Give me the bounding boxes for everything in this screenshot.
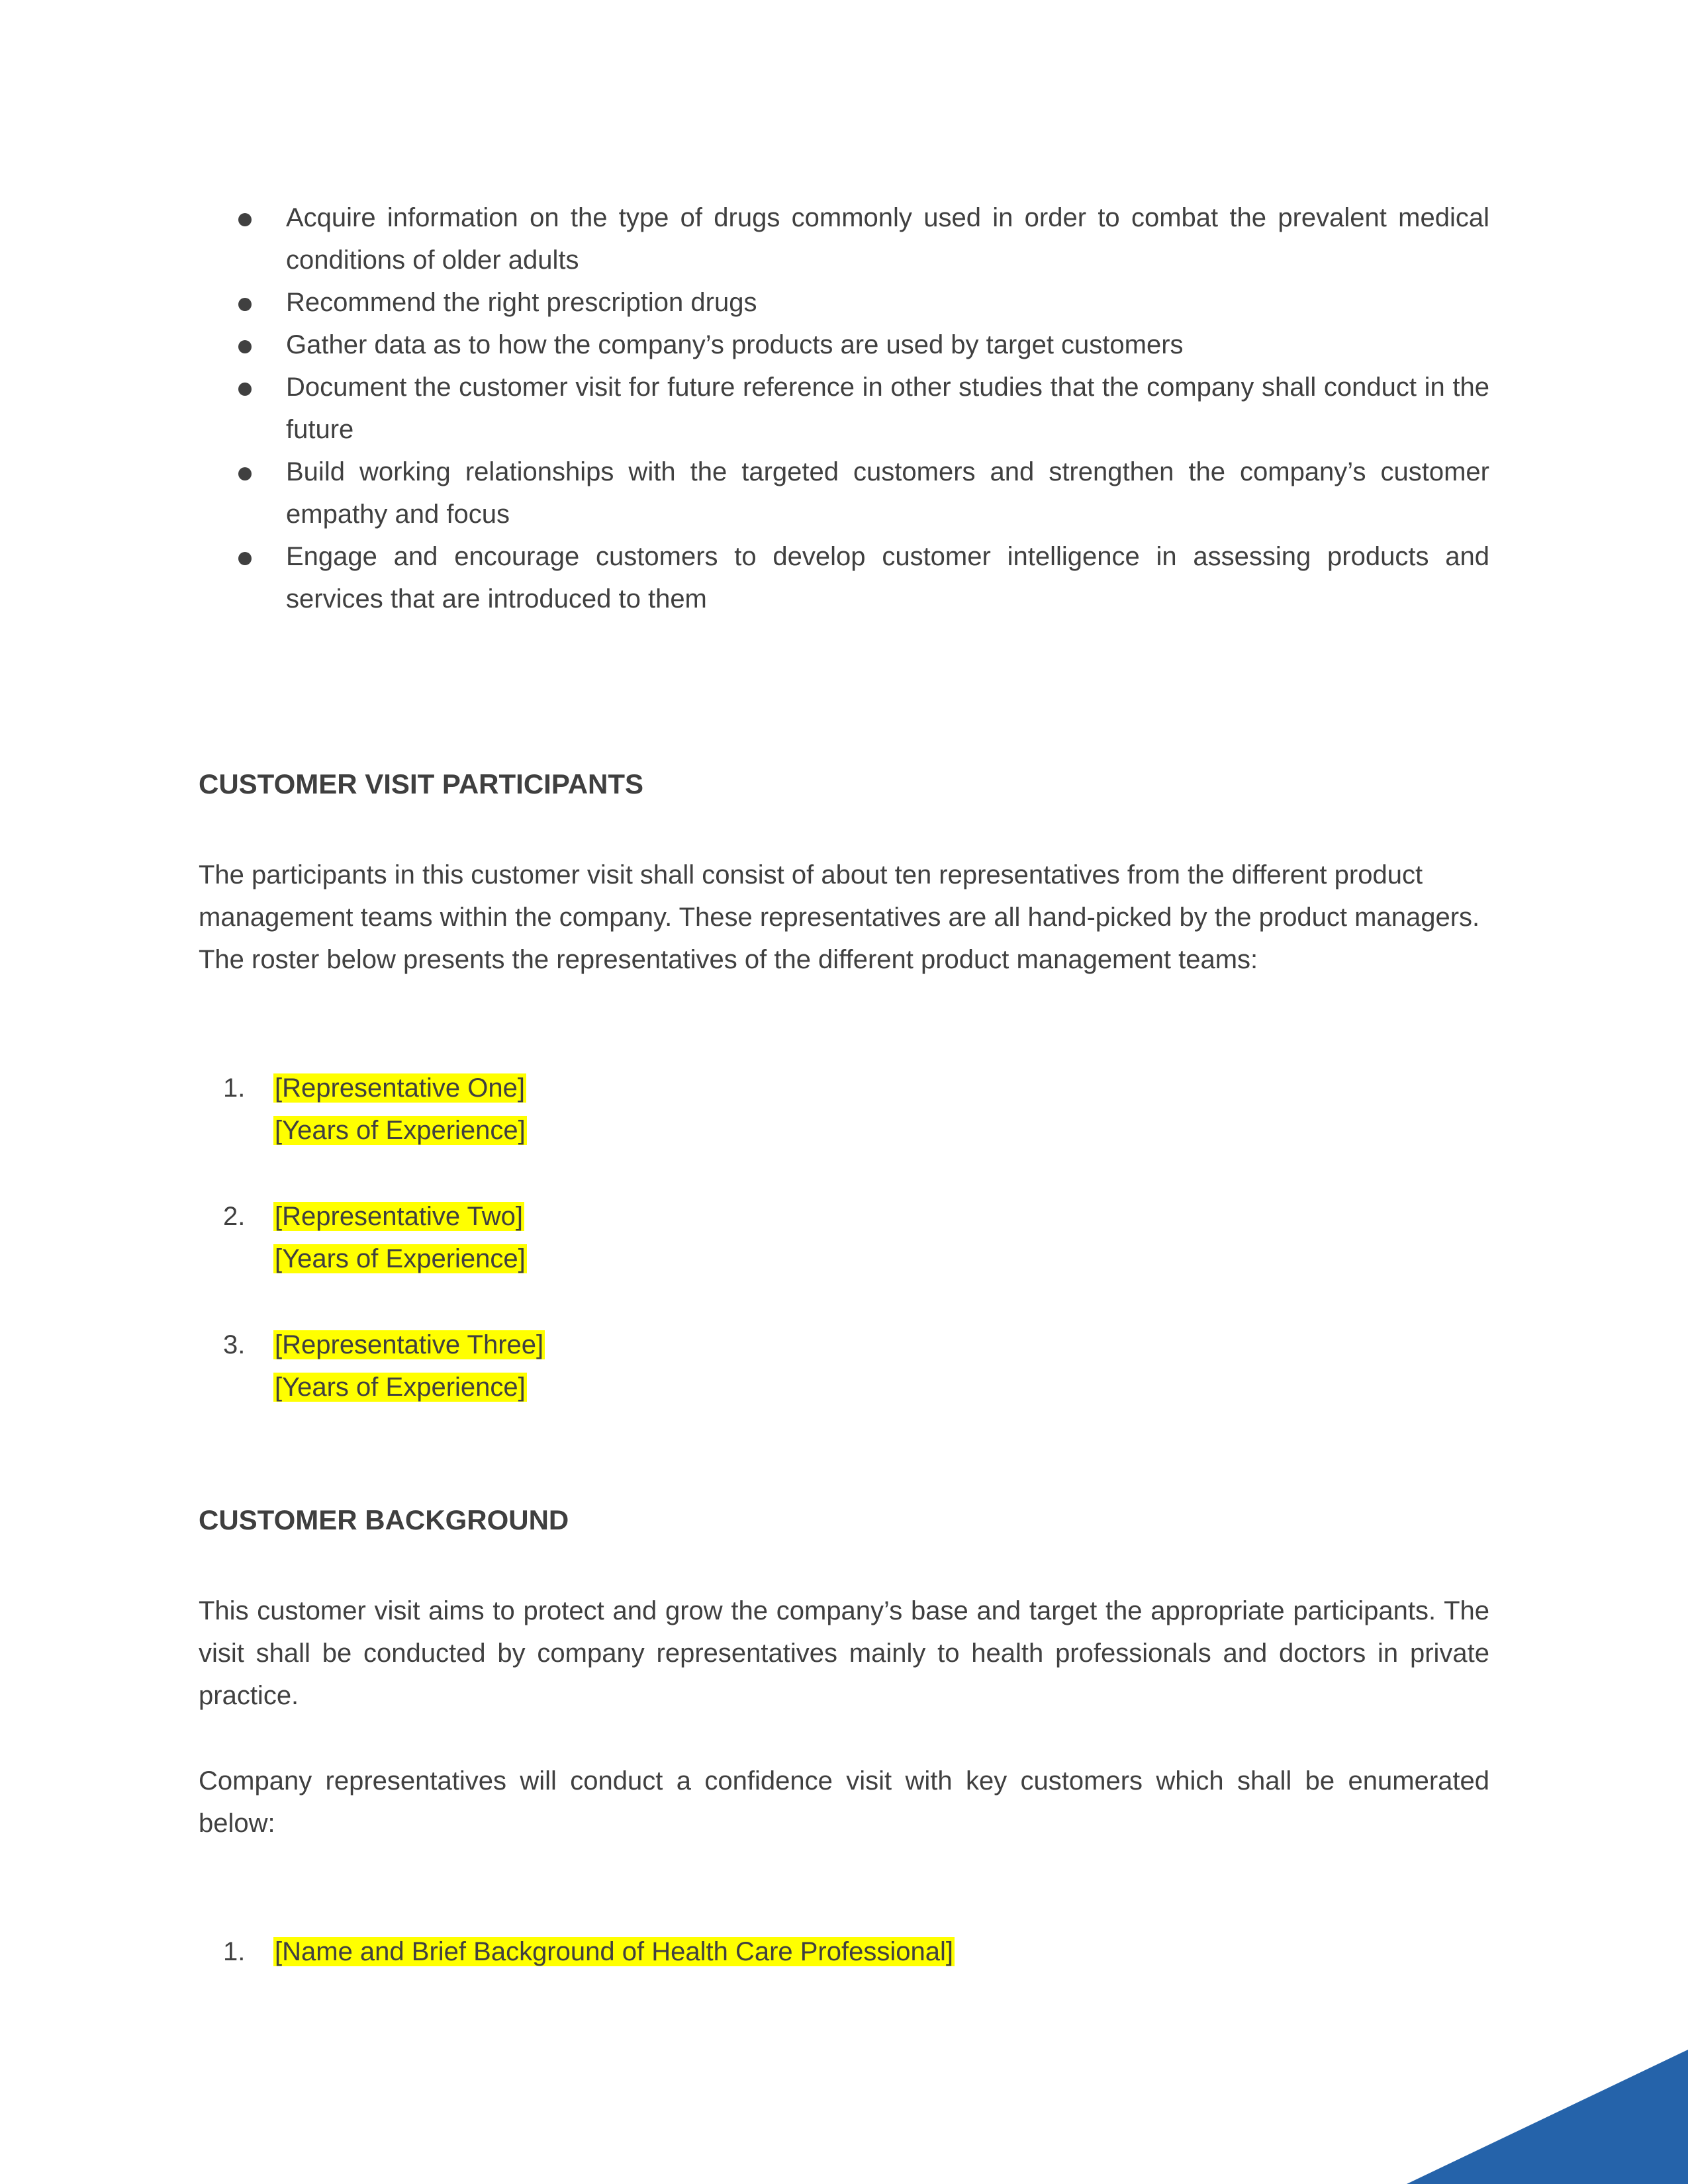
corner-triangle — [1407, 2050, 1688, 2184]
background-paragraph-1: This customer visit aims to protect and grow the company’s base and target the appropriate participants. The visit shall be conducted by company representatives mainly to health professionals and doctors in private practice. — [199, 1596, 1489, 1710]
representative-name: [Representative Three] — [275, 1330, 544, 1359]
objective-text: Build working relationships with the targeted customers and strengthen the company’s customer empathy and focus — [286, 457, 1489, 529]
objective-text: Acquire information on the type of drugs commonly used in order to combat the prevalent medical conditions of older adults — [286, 203, 1489, 275]
objective-text: Engage and encourage customers to develop customer intelligence in assessing products and services that are introduced to them — [286, 542, 1489, 614]
list-number: 3. — [223, 1330, 246, 1359]
background-paragraph-2: Company representatives will conduct a confidence visit with key customers which shall be enumerated below: — [199, 1766, 1489, 1838]
objective-text: Document the customer visit for future reference in other studies that the company shall conduct in the future — [286, 373, 1489, 444]
representative-name: [Representative One] — [275, 1073, 525, 1103]
list-number: 1. — [223, 1073, 246, 1103]
representative-experience: [Years of Experience] — [275, 1373, 526, 1402]
list-number: 2. — [223, 1202, 246, 1231]
representative-experience: [Years of Experience] — [275, 1244, 526, 1273]
objective-text: Recommend the right prescription drugs — [286, 288, 757, 317]
participants-heading: CUSTOMER VISIT PARTICIPANTS — [199, 768, 644, 799]
objective-text: Gather data as to how the company’s products are used by target customers — [286, 330, 1184, 359]
background-heading: CUSTOMER BACKGROUND — [199, 1504, 569, 1535]
participants-intro: The participants in this customer visit shall consist of about ten representatives from the different product management teams within the company. These representatives are all hand-picked by the product managers. The roster below presents the representatives of the different product management teams: — [199, 860, 1480, 974]
customer-placeholder: [Name and Brief Background of Health Care Professional] — [275, 1937, 953, 1966]
representative-experience: [Years of Experience] — [275, 1116, 526, 1145]
representative-name: [Representative Two] — [275, 1202, 524, 1231]
list-number: 1. — [223, 1937, 246, 1966]
